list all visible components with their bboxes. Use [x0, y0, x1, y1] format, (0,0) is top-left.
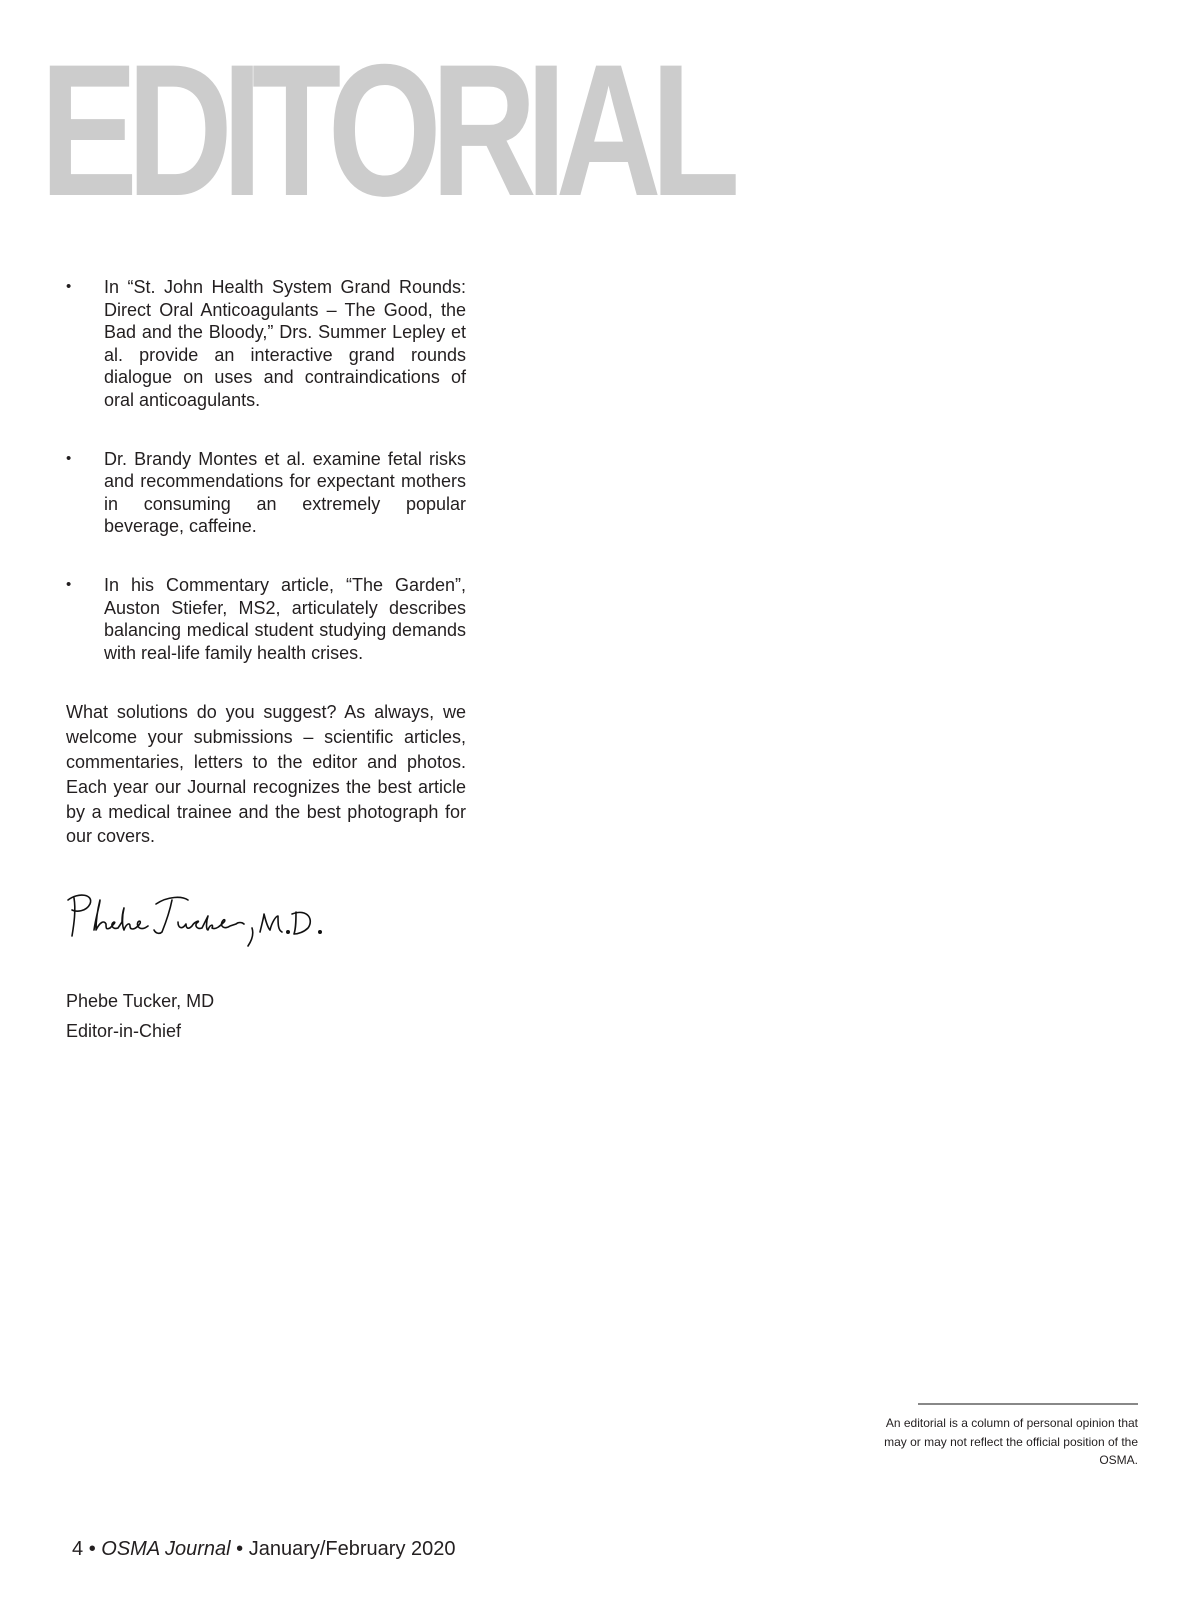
bullet-icon: •: [66, 449, 72, 467]
author-title: Editor-in-Chief: [66, 1021, 182, 1041]
list-item: [66, 574, 466, 664]
footer-separator: •: [236, 1538, 244, 1560]
bullet-icon: •: [66, 278, 72, 295]
editorial-body: [66, 276, 466, 849]
list-item-text: In “St. John Health System Grand Rounds: Direct Oral Anticoagulants – The Good, the Bad and the Bloody,” Drs. Summer Lepley et al. provide an interactive grand rounds dialogue on uses and contraindications of oral anticoagulants.: [104, 277, 466, 410]
page-footer: [72, 1536, 456, 1562]
section-header-editorial: EDITORIAL: [40, 25, 730, 235]
disclaimer-divider: [918, 1403, 1138, 1405]
list-item-text: In his Commentary article, “The Garden”, Auston Stiefer, MS2, articulately describes balancing medical student studying demands with real-life family health crises.: [104, 574, 466, 663]
handwritten-signature: [64, 886, 334, 956]
list-item-text: Dr. Brandy Montes et al. examine fetal risks and recommendations for expectant mothers in consuming an extremely popular beverage, caffeine.: [104, 448, 466, 537]
journal-name: OSMA Journal: [101, 1538, 231, 1560]
page-number: 4: [72, 1538, 84, 1560]
editorial-disclaimer: An editorial is a column of personal opinion that may or may not reflect the official position of the OSMA.: [884, 1416, 1138, 1467]
closing-paragraph: What solutions do you suggest? As always, we welcome your submissions – scientific articles, commentaries, letters to the editor and photos. Each year our Journal recognizes the best article by a medical trainee and the best photograph for our covers.: [66, 702, 466, 847]
highlights-list: [66, 276, 466, 664]
list-item: [66, 448, 466, 538]
author-name: Phebe Tucker, MD: [66, 991, 215, 1011]
bullet-icon: •: [66, 575, 72, 593]
footer-separator: •: [88, 1538, 96, 1560]
issue-date: January/February 2020: [248, 1538, 456, 1560]
list-item: [66, 276, 466, 412]
